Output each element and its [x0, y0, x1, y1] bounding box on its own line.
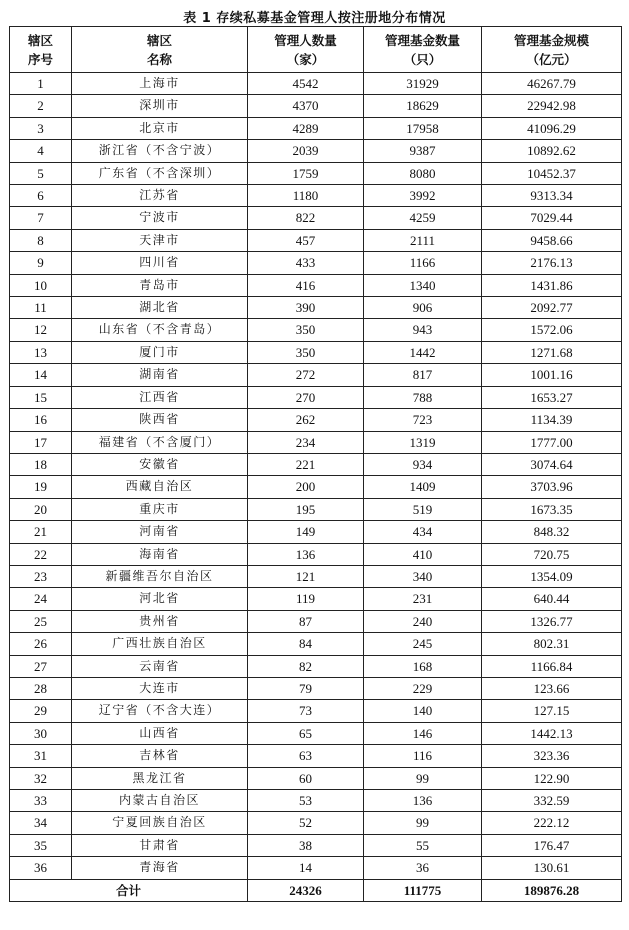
fund-count: 136 [364, 790, 482, 812]
table-row [10, 207, 622, 229]
row-number: 24 [10, 588, 72, 610]
region-name: 湖南省 [72, 364, 248, 386]
fund-count: 934 [364, 453, 482, 475]
manager-count: 60 [248, 767, 364, 789]
table-row [10, 386, 622, 408]
fund-count: 99 [364, 812, 482, 834]
table-row [10, 117, 622, 139]
fund-count: 434 [364, 521, 482, 543]
row-number: 28 [10, 677, 72, 699]
total-managers: 24326 [248, 879, 364, 901]
manager-count: 119 [248, 588, 364, 610]
manager-count: 79 [248, 677, 364, 699]
table-row [10, 229, 622, 251]
fund-count: 1442 [364, 341, 482, 363]
fund-scale: 848.32 [482, 521, 622, 543]
table-row [10, 857, 622, 879]
fund-scale: 1673.35 [482, 498, 622, 520]
fund-count: 1166 [364, 252, 482, 274]
fund-scale: 130.61 [482, 857, 622, 879]
row-number: 1 [10, 73, 72, 95]
table-row [10, 655, 622, 677]
manager-count: 121 [248, 565, 364, 587]
table-row [10, 588, 622, 610]
table-row [10, 341, 622, 363]
fund-count: 4259 [364, 207, 482, 229]
region-name: 青岛市 [72, 274, 248, 296]
fund-scale: 1442.13 [482, 722, 622, 744]
manager-count: 4289 [248, 117, 364, 139]
region-name: 福建省（不含厦门） [72, 431, 248, 453]
manager-count: 63 [248, 745, 364, 767]
manager-count: 822 [248, 207, 364, 229]
manager-count: 149 [248, 521, 364, 543]
manager-count: 350 [248, 341, 364, 363]
manager-count: 1180 [248, 185, 364, 207]
fund-scale: 176.47 [482, 834, 622, 856]
fund-scale: 720.75 [482, 543, 622, 565]
fund-count: 231 [364, 588, 482, 610]
manager-count: 52 [248, 812, 364, 834]
fund-count: 723 [364, 409, 482, 431]
manager-count: 73 [248, 700, 364, 722]
fund-count: 168 [364, 655, 482, 677]
region-name: 重庆市 [72, 498, 248, 520]
table-row [10, 722, 622, 744]
table-row [10, 185, 622, 207]
fund-count: 245 [364, 633, 482, 655]
manager-count: 136 [248, 543, 364, 565]
header-row [10, 27, 622, 73]
region-name: 浙江省（不含宁波） [72, 140, 248, 162]
region-name: 天津市 [72, 229, 248, 251]
region-name: 江西省 [72, 386, 248, 408]
fund-scale: 122.90 [482, 767, 622, 789]
row-number: 2 [10, 95, 72, 117]
table-row [10, 476, 622, 498]
table-title: 表 1 存续私募基金管理人按注册地分布情况 [183, 11, 446, 26]
row-number: 29 [10, 700, 72, 722]
fund-count: 8080 [364, 162, 482, 184]
region-name: 辽宁省（不含大连） [72, 700, 248, 722]
region-name: 山东省（不含青岛） [72, 319, 248, 341]
row-number: 9 [10, 252, 72, 274]
manager-count: 390 [248, 297, 364, 319]
manager-count: 350 [248, 319, 364, 341]
fund-count: 943 [364, 319, 482, 341]
manager-count: 84 [248, 633, 364, 655]
fund-scale: 46267.79 [482, 73, 622, 95]
fund-scale: 123.66 [482, 677, 622, 699]
header-region-no: 辖区 序号 [10, 27, 72, 73]
fund-count: 519 [364, 498, 482, 520]
row-number: 32 [10, 767, 72, 789]
manager-count: 2039 [248, 140, 364, 162]
row-number: 11 [10, 297, 72, 319]
table-row [10, 610, 622, 632]
table-row [10, 521, 622, 543]
row-number: 13 [10, 341, 72, 363]
row-number: 7 [10, 207, 72, 229]
manager-count: 14 [248, 857, 364, 879]
fund-scale: 2176.13 [482, 252, 622, 274]
fund-count: 146 [364, 722, 482, 744]
fund-scale: 1653.27 [482, 386, 622, 408]
region-name: 四川省 [72, 252, 248, 274]
fund-scale: 3074.64 [482, 453, 622, 475]
table-row [10, 274, 622, 296]
region-name: 贵州省 [72, 610, 248, 632]
manager-count: 38 [248, 834, 364, 856]
region-name: 青海省 [72, 857, 248, 879]
fund-scale: 10452.37 [482, 162, 622, 184]
manager-count: 87 [248, 610, 364, 632]
fund-scale: 1134.39 [482, 409, 622, 431]
fund-count: 240 [364, 610, 482, 632]
row-number: 23 [10, 565, 72, 587]
region-name: 甘肃省 [72, 834, 248, 856]
table-row [10, 677, 622, 699]
header-fund-scale: 管理基金规模 （亿元） [482, 27, 622, 73]
fund-scale: 323.36 [482, 745, 622, 767]
fund-scale: 1354.09 [482, 565, 622, 587]
table-row [10, 543, 622, 565]
fund-scale: 1326.77 [482, 610, 622, 632]
fund-count: 1319 [364, 431, 482, 453]
manager-count: 1759 [248, 162, 364, 184]
table-row [10, 162, 622, 184]
row-number: 20 [10, 498, 72, 520]
table-row [10, 834, 622, 856]
row-number: 31 [10, 745, 72, 767]
region-name: 北京市 [72, 117, 248, 139]
table-body [10, 73, 622, 880]
table-row [10, 73, 622, 95]
table-row [10, 767, 622, 789]
region-name: 宁波市 [72, 207, 248, 229]
manager-count: 82 [248, 655, 364, 677]
row-number: 33 [10, 790, 72, 812]
manager-count: 234 [248, 431, 364, 453]
header-fund-count: 管理基金数量 （只） [364, 27, 482, 73]
table-row [10, 319, 622, 341]
region-name: 江苏省 [72, 185, 248, 207]
header-manager-count: 管理人数量 （家） [248, 27, 364, 73]
region-name: 深圳市 [72, 95, 248, 117]
table-row [10, 498, 622, 520]
fund-count: 18629 [364, 95, 482, 117]
fund-scale: 7029.44 [482, 207, 622, 229]
fund-scale: 41096.29 [482, 117, 622, 139]
table-row [10, 431, 622, 453]
fund-scale: 222.12 [482, 812, 622, 834]
region-name: 吉林省 [72, 745, 248, 767]
total-scale: 189876.28 [482, 879, 622, 901]
total-row [10, 879, 622, 901]
row-number: 5 [10, 162, 72, 184]
region-name: 黑龙江省 [72, 767, 248, 789]
manager-count: 272 [248, 364, 364, 386]
region-name: 大连市 [72, 677, 248, 699]
row-number: 10 [10, 274, 72, 296]
table-row [10, 140, 622, 162]
fund-scale: 1166.84 [482, 655, 622, 677]
fund-scale: 3703.96 [482, 476, 622, 498]
manager-count: 457 [248, 229, 364, 251]
fund-scale: 9313.34 [482, 185, 622, 207]
fund-count: 906 [364, 297, 482, 319]
fund-scale: 640.44 [482, 588, 622, 610]
row-number: 17 [10, 431, 72, 453]
fund-count: 36 [364, 857, 482, 879]
fund-scale: 1777.00 [482, 431, 622, 453]
row-number: 30 [10, 722, 72, 744]
fund-scale: 9458.66 [482, 229, 622, 251]
row-number: 21 [10, 521, 72, 543]
region-name: 云南省 [72, 655, 248, 677]
region-name: 海南省 [72, 543, 248, 565]
region-name: 陕西省 [72, 409, 248, 431]
region-name: 安徽省 [72, 453, 248, 475]
row-number: 16 [10, 409, 72, 431]
fund-count: 1409 [364, 476, 482, 498]
row-number: 14 [10, 364, 72, 386]
row-number: 4 [10, 140, 72, 162]
manager-count: 416 [248, 274, 364, 296]
region-name: 广西壮族自治区 [72, 633, 248, 655]
fund-count: 55 [364, 834, 482, 856]
row-number: 19 [10, 476, 72, 498]
table-row [10, 745, 622, 767]
row-number: 25 [10, 610, 72, 632]
manager-count: 53 [248, 790, 364, 812]
row-number: 8 [10, 229, 72, 251]
table-row [10, 95, 622, 117]
fund-count: 17958 [364, 117, 482, 139]
fund-count: 410 [364, 543, 482, 565]
fund-count: 3992 [364, 185, 482, 207]
region-name: 西藏自治区 [72, 476, 248, 498]
fund-count: 817 [364, 364, 482, 386]
region-name: 宁夏回族自治区 [72, 812, 248, 834]
row-number: 27 [10, 655, 72, 677]
row-number: 36 [10, 857, 72, 879]
total-label: 合计 [10, 879, 248, 901]
row-number: 3 [10, 117, 72, 139]
total-funds: 111775 [364, 879, 482, 901]
fund-scale: 1572.06 [482, 319, 622, 341]
table-row [10, 453, 622, 475]
manager-count: 433 [248, 252, 364, 274]
table-row [10, 790, 622, 812]
table-row [10, 364, 622, 386]
manager-count: 4542 [248, 73, 364, 95]
table-row [10, 297, 622, 319]
fund-scale: 2092.77 [482, 297, 622, 319]
fund-count: 116 [364, 745, 482, 767]
table-row [10, 409, 622, 431]
row-number: 18 [10, 453, 72, 475]
fund-count: 788 [364, 386, 482, 408]
fund-scale: 127.15 [482, 700, 622, 722]
row-number: 22 [10, 543, 72, 565]
fund-count: 31929 [364, 73, 482, 95]
table-row [10, 633, 622, 655]
table-row [10, 700, 622, 722]
fund-scale: 332.59 [482, 790, 622, 812]
manager-count: 195 [248, 498, 364, 520]
fund-count: 9387 [364, 140, 482, 162]
region-name: 厦门市 [72, 341, 248, 363]
row-number: 34 [10, 812, 72, 834]
row-number: 12 [10, 319, 72, 341]
fund-scale: 22942.98 [482, 95, 622, 117]
row-number: 26 [10, 633, 72, 655]
header-region-name: 辖区 名称 [72, 27, 248, 73]
fund-count: 140 [364, 700, 482, 722]
manager-count: 4370 [248, 95, 364, 117]
fund-scale: 1271.68 [482, 341, 622, 363]
region-name: 上海市 [72, 73, 248, 95]
region-name: 河北省 [72, 588, 248, 610]
region-name: 广东省（不含深圳） [72, 162, 248, 184]
region-name: 内蒙古自治区 [72, 790, 248, 812]
table-row [10, 812, 622, 834]
fund-count: 1340 [364, 274, 482, 296]
fund-count: 229 [364, 677, 482, 699]
distribution-table [9, 26, 622, 902]
region-name: 河南省 [72, 521, 248, 543]
fund-count: 99 [364, 767, 482, 789]
manager-count: 270 [248, 386, 364, 408]
row-number: 15 [10, 386, 72, 408]
manager-count: 262 [248, 409, 364, 431]
fund-scale: 10892.62 [482, 140, 622, 162]
manager-count: 221 [248, 453, 364, 475]
fund-count: 340 [364, 565, 482, 587]
region-name: 山西省 [72, 722, 248, 744]
manager-count: 200 [248, 476, 364, 498]
table-row [10, 565, 622, 587]
region-name: 新疆维吾尔自治区 [72, 565, 248, 587]
fund-count: 2111 [364, 229, 482, 251]
manager-count: 65 [248, 722, 364, 744]
region-name: 湖北省 [72, 297, 248, 319]
fund-scale: 1001.16 [482, 364, 622, 386]
fund-scale: 802.31 [482, 633, 622, 655]
table-row [10, 252, 622, 274]
fund-scale: 1431.86 [482, 274, 622, 296]
row-number: 6 [10, 185, 72, 207]
row-number: 35 [10, 834, 72, 856]
